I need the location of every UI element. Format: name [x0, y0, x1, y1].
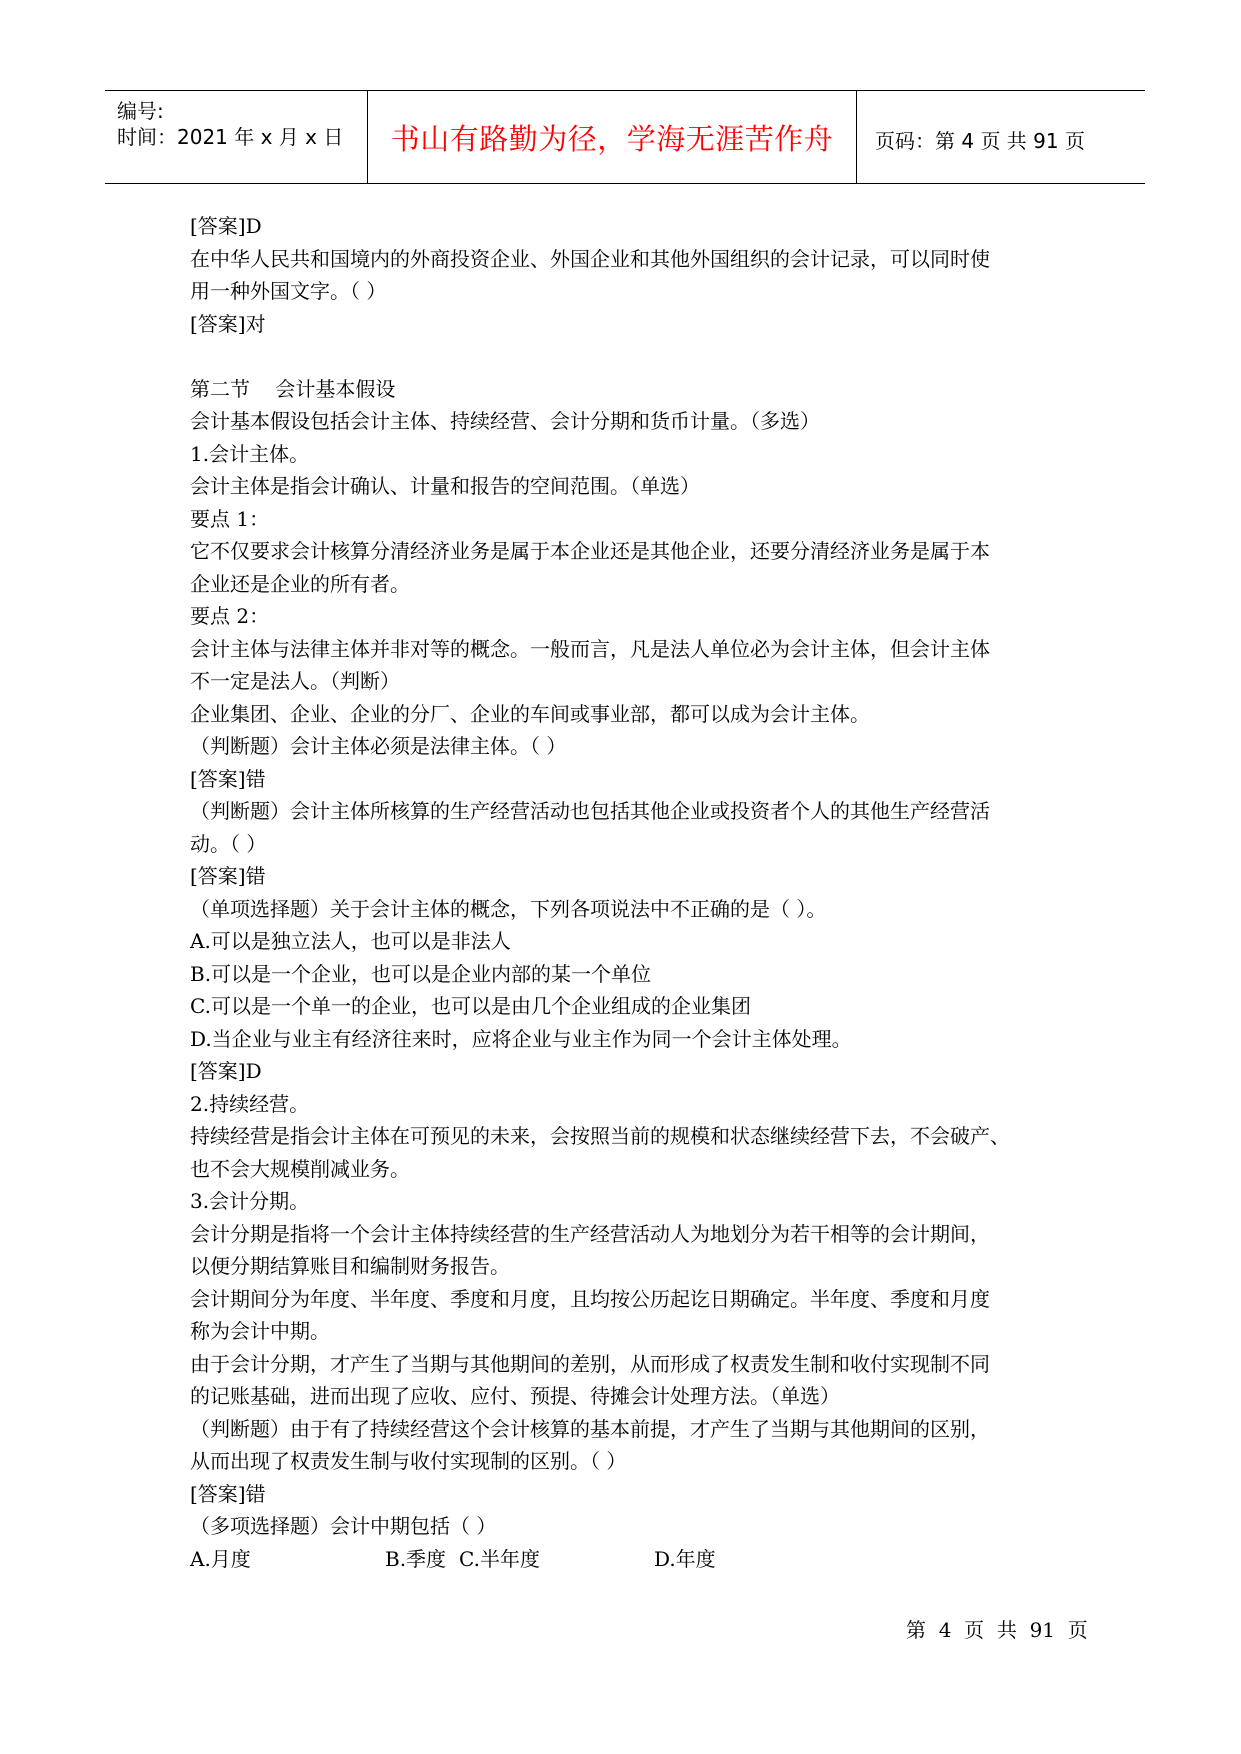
option-c: C.半年度: [459, 1546, 540, 1571]
text-line: 持续经营是指会计主体在可预见的未来，会按照当前的规模和状态继续经营下去，不会破产、: [190, 1124, 1010, 1148]
text-line: 要点 1：: [190, 506, 270, 531]
text-line: A.可以是独立法人，也可以是非法人: [190, 929, 511, 953]
text-line: 会计主体与法律主体并非对等的概念。一般而言，凡是法人单位必为会计主体，但会计主体: [190, 636, 990, 661]
header-slogan: 书山有路勤为径，学海无涯苦作舟: [390, 122, 834, 156]
text-line: [答案]D: [190, 214, 262, 238]
text-line: D.当企业与业主有经济往来时，应将企业与业主作为同一个会计主体处理。: [190, 1026, 852, 1051]
text-line: B.可以是一个企业，也可以是企业内部的某一个单位: [190, 961, 652, 986]
blank-line: [190, 340, 1070, 373]
text-line: 以便分期结算账目和编制财务报告。: [190, 1254, 510, 1278]
text-line: 不一定是法人。（判断）: [190, 669, 400, 693]
text-line: [答案]D: [190, 1059, 262, 1083]
text-line: 动。（ ）: [190, 831, 267, 856]
text-line: （判断题）会计主体必须是法律主体。（ ）: [190, 734, 567, 758]
text-line: （判断题）会计主体所核算的生产经营活动也包括其他企业或投资者个人的其他生产经营活: [190, 799, 990, 823]
text-line: 在中华人民共和国境内的外商投资企业、外国企业和其他外国组织的会计记录，可以同时使: [190, 246, 990, 271]
text-line: 会计基本假设包括会计主体、持续经营、会计分期和货币计量。（多选）: [190, 409, 820, 433]
text-line: 用一种外国文字。（ ）: [190, 279, 387, 303]
document-body: [190, 210, 1070, 1575]
text-line: 2.持续经营。: [190, 1091, 310, 1116]
text-line: [答案]错: [190, 766, 266, 791]
text-line: 也不会大规模削减业务。: [190, 1156, 410, 1181]
text-line: 会计分期是指将一个会计主体持续经营的生产经营活动人为地划分为若干相等的会计期间，: [190, 1221, 990, 1246]
text-line: [答案]错: [190, 864, 266, 888]
option-a: A.月度: [190, 1546, 251, 1571]
text-line: [答案]对: [190, 311, 266, 336]
doc-time-label: 时间：2021 年 x 月 x 日: [117, 125, 344, 149]
text-line: C.可以是一个单一的企业，也可以是由几个企业组成的企业集团: [190, 994, 751, 1018]
text-line: 3.会计分期。: [190, 1189, 310, 1213]
header-page-cell: [855, 91, 1145, 183]
page-header: [105, 90, 1145, 184]
text-line: 会计主体是指会计确认、计量和报告的空间范围。（单选）: [190, 474, 700, 498]
text-line: （单项选择题）关于会计主体的概念，下列各项说法中不正确的是（ ）。: [190, 896, 827, 921]
text-line: [答案]错: [190, 1481, 266, 1506]
text-line: 称为会计中期。: [190, 1319, 330, 1343]
text-line: 企业还是企业的所有者。: [190, 571, 410, 596]
options-row: [190, 1543, 1070, 1576]
text-line: 1.会计主体。: [190, 441, 310, 466]
text-line: 的记账基础，进而出现了应收、应付、预提、待摊会计处理方法。（单选）: [190, 1384, 840, 1408]
text-line: （多项选择题）会计中期包括（ ）: [190, 1514, 497, 1538]
text-line: 由于会计分期，才产生了当期与其他期间的差别，从而形成了权责发生制和收付实现制不同: [190, 1351, 990, 1376]
text-line: 要点 2：: [190, 604, 270, 628]
header-page-number: 页码：第 4 页 共 91 页: [875, 129, 1085, 153]
text-line: （判断题）由于有了持续经营这个会计核算的基本前提，才产生了当期与其他期间的区别，: [190, 1416, 990, 1441]
doc-number-label: 编号:: [117, 99, 164, 123]
page-footer: 第 4 页 共 91 页: [906, 1618, 1088, 1642]
section-heading: 第二节 会计基本假设: [190, 376, 396, 401]
text-line: 它不仅要求会计核算分清经济业务是属于本企业还是其他企业，还要分清经济业务是属于本: [190, 539, 990, 563]
option-d: D.年度: [654, 1546, 716, 1571]
header-slogan-cell: [367, 91, 857, 183]
header-meta: [105, 91, 367, 183]
text-line: 从而出现了权责发生制与收付实现制的区别。（ ）: [190, 1449, 627, 1473]
option-b: B.季度: [385, 1546, 447, 1571]
text-line: 会计期间分为年度、半年度、季度和月度，且均按公历起讫日期确定。半年度、季度和月度: [190, 1286, 990, 1311]
text-line: 企业集团、企业、企业的分厂、企业的车间或事业部，都可以成为会计主体。: [190, 701, 870, 726]
